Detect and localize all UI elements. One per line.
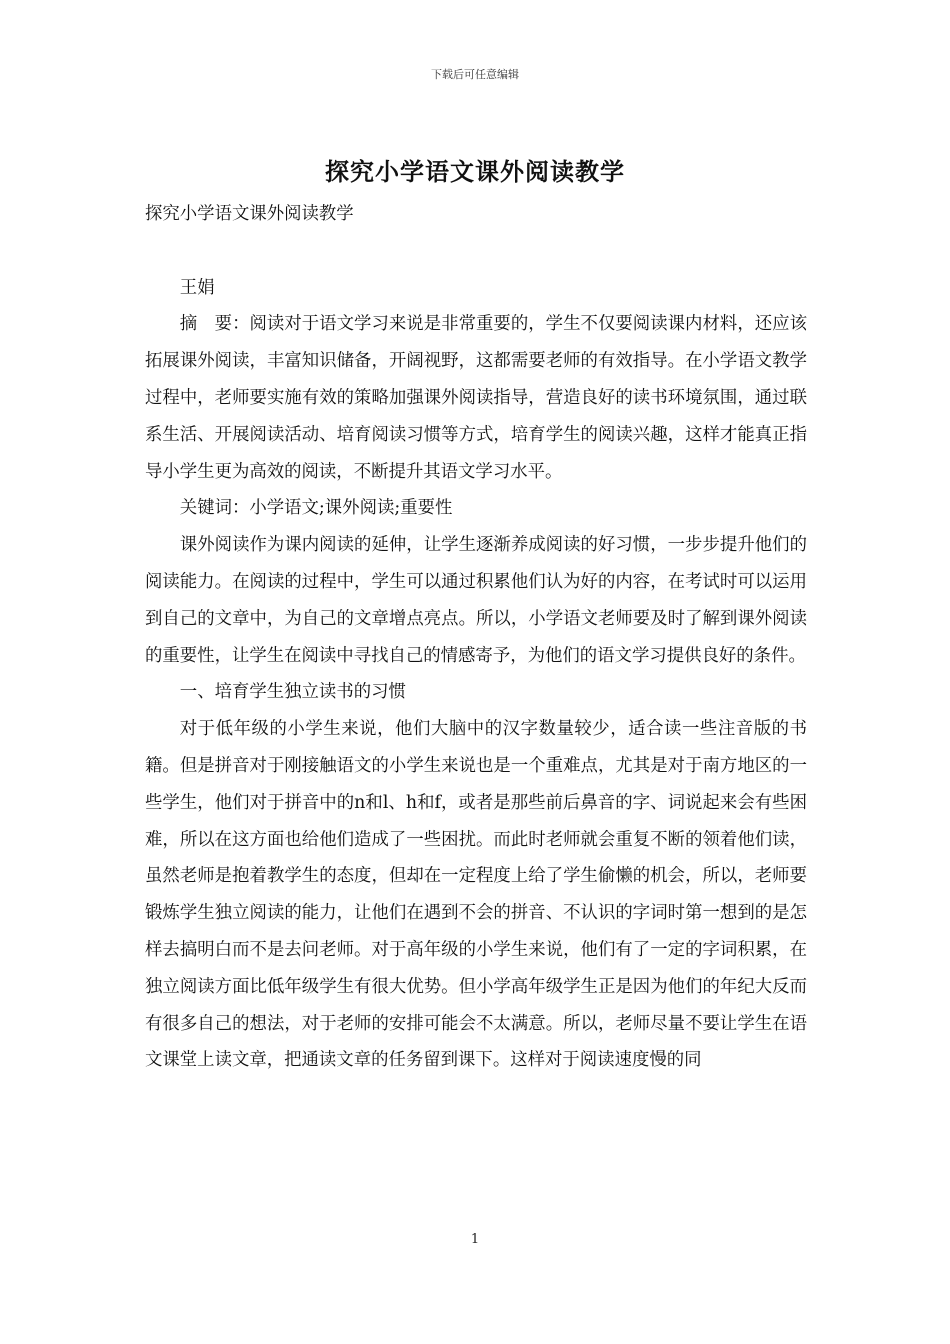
keywords-paragraph: 关键词：小学语文;课外阅读;重要性 [179, 498, 453, 519]
blank-line [145, 233, 807, 270]
subtitle: 探究小学语文课外阅读教学 [145, 204, 354, 224]
header-note: 下载后可任意编辑 [431, 68, 519, 81]
document-title: 探究小学语文课外阅读教学 [325, 157, 625, 186]
intro-paragraph: 课外阅读作为课内阅读的延伸，让学生逐渐养成阅读的好习惯，一步步提升他们的阅读能力。在阅读的过程中，学生可以通过积累他们认为好的内容，在考试时可以运用到自己的文章中，为自己的文章增点亮点。所以，小学语文老师要及时了解到课外阅读的重要性，让学生在阅读中寻找自己的情感寄予，为他们的语文学习提供良好的条件。 [145, 535, 807, 666]
section-heading: 一、培育学生独立读书的习惯 [179, 682, 406, 703]
abstract-paragraph: 摘 要：阅读对于语文学习来说是非常重要的，学生不仅要阅读课内材料，还应该拓展课外阅读，丰富知识储备，开阔视野，这都需要老师的有效指导。在小学语文教学过程中，老师要实施有效的策略加强课外阅读指导，营造良好的读书环境氛围，通过联系生活、开展阅读活动、培育阅读习惯等方式，培育学生的阅读兴趣，这样才能真正指导小学生更为高效的阅读，不断提升其语文学习水平。 [145, 314, 807, 482]
author: 王娟 [179, 277, 215, 298]
page-number: 1 [470, 1232, 480, 1247]
document-body [145, 196, 807, 1079]
section-paragraph: 对于低年级的小学生来说，他们大脑中的汉字数量较少，适合读一些注音版的书籍。但是拼音对于刚接触语文的小学生来说也是一个重难点，尤其是对于南方地区的一些学生，他们对于拼音中的n和l、h和f，或者是那些前后鼻音的字、词说起来会有些困难，所以在这方面也给他们造成了一些困扰。而此时老师就会重复不断的领着他们读，虽然老师是抱着教学生的态度，但却在一定程度上给了学生偷懒的机会，所以，老师要锻炼学生独立阅读的能力，让他们在遇到不会的拼音、不认识的字词时第一想到的是怎样去搞明白而不是去问老师。对于高年级的小学生来说，他们有了一定的字词积累，在独立阅读方面比低年级学生有很大优势。但小学高年级学生正是因为他们的年纪大反而有很多自己的想法，对于老师的安排可能会不太满意。所以，老师尽量不要让学生在语文课堂上读文章，把通读文章的任务留到课下。这样对于阅读速度慢的同 [145, 719, 807, 1071]
